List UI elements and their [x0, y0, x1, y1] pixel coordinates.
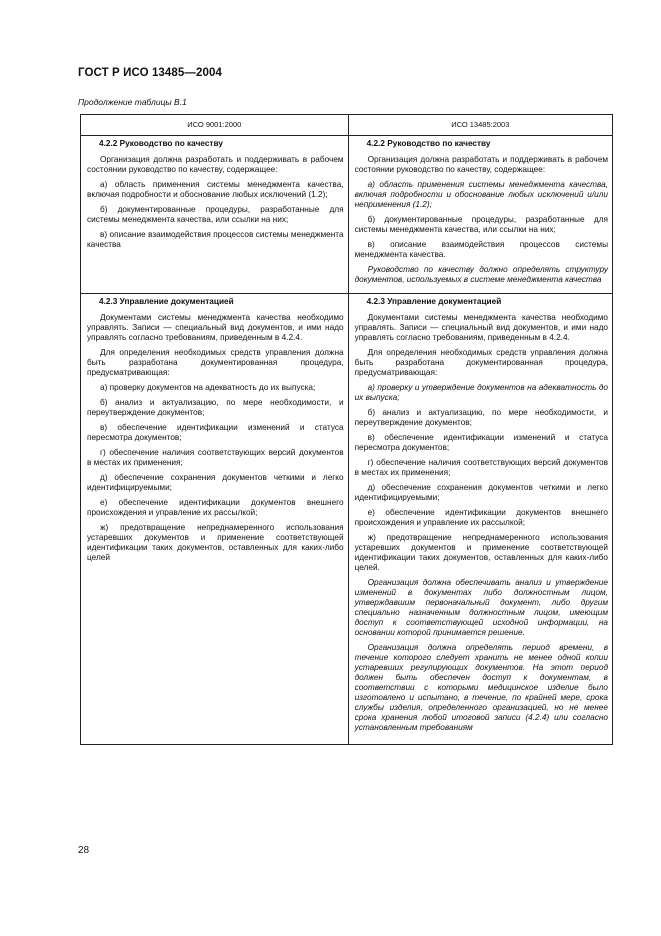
paragraph: Организация должна разработать и поддерживать в рабочем состоянии руководство по качеству, содержащее: — [87, 155, 344, 174]
section-cell-left — [81, 136, 349, 294]
section-cell-left — [81, 294, 349, 745]
section-title: 4.2.2 Руководство по качеству — [99, 139, 223, 148]
section-row-document-control — [81, 294, 613, 745]
paragraph: б) документированные процедуры, разработанные для системы менеджмента качества, или ссылки на них; — [354, 215, 608, 234]
column-header-iso13485: ИСО 13485:2003 — [348, 115, 612, 136]
paragraph: д) обеспечение сохранения документов четкими и легко идентифицируемыми; — [87, 473, 344, 492]
paragraph: Для определения необходимых средств управления должна быть разработана документированная процедура, предусматривающая: — [87, 348, 344, 377]
section-title: 4.2.3 Управление документацией — [99, 297, 234, 306]
paragraph: б) анализ и актуализацию, по мере необходимости, и переутверждение документов; — [354, 408, 608, 427]
section-title: 4.2.2 Руководство по качеству — [366, 139, 491, 148]
paragraph: Организация должна определять период времени, в течение которого следует хранить не менее одной копии устаревших регулирующих документов. На этот период должен быть обеспечен доступ к документам, в соответствии с которыми медицинское изделие было изготовлено и испытано, в течение, по крайней мере, срока службы изделия, определенного организацией, но не менее срока хранения любой итоговой записи (4.2.4) или согласно установленным требованиям — [354, 643, 608, 732]
paragraph: Организация должна обеспечивать анализ и утверждение изменений в документах либо должностным лицом, утверждавшим первоначальный документ, либо другим специально назначенным должностным лицом, имеющим доступ к соответствующей исходной информации, на основании которой принимается решение. — [354, 578, 608, 637]
paragraph-list — [355, 313, 608, 733]
paragraph: е) обеспечение идентификации документов внешнего происхождения и управление их рассылкой; — [87, 498, 344, 517]
paragraph: в) описание взаимодействия процессов системы менеджмента качества. — [354, 240, 608, 259]
paragraph: д) обеспечение сохранения документов четкими и легко идентифицируемыми; — [354, 483, 608, 502]
paragraph-list — [355, 155, 608, 285]
paragraph: в) обеспечение идентификации изменений и статуса пересмотра документов; — [354, 433, 608, 452]
paragraph: г) обеспечение наличия соответствующих версий документов в местах их применения; — [354, 458, 608, 477]
table-caption: Продолжение таблицы В.1 — [78, 97, 187, 107]
section-cell-right — [348, 136, 612, 294]
paragraph: Организация должна разработать и поддерживать в рабочем состоянии руководство по качеству, содержащее: — [354, 155, 608, 174]
paragraph: г) обеспечение наличия соответствующих версий документов в местах их применения; — [87, 448, 344, 467]
paragraph: ж) предотвращение непреднамеренного использования устаревших документов и применение соответствующей идентификации таких документов, оставленных для каких-либо целей — [87, 523, 344, 562]
section-cell-right — [348, 294, 612, 745]
paragraph: а) область применения системы менеджмента качества, включая подробности и обоснование любых исключений и/или неприменения (1.2); — [354, 180, 608, 209]
paragraph: Для определения необходимых средств управления должна быть разработана документированная процедура, предусматривающая: — [354, 348, 608, 377]
comparison-table — [80, 114, 613, 745]
paragraph-list — [87, 155, 344, 250]
column-header-iso9001: ИСО 9001:2000 — [81, 115, 349, 136]
section-row-quality-manual — [81, 136, 613, 294]
paragraph: б) анализ и актуализацию, по мере необходимости, и переутверждение документов; — [87, 398, 344, 417]
paragraph: а) проверку документов на адекватность до их выпуска; — [100, 383, 316, 392]
paragraph-list — [87, 313, 344, 563]
table-header-row — [81, 115, 613, 136]
paragraph: в) описание взаимодействия процессов системы менеджмента качества — [87, 230, 344, 249]
document-header: ГОСТ Р ИСО 13485—2004 — [78, 67, 223, 79]
paragraph: Руководство по качеству должно определять структуру документов, используемых в системе менеджмента качества — [354, 265, 608, 284]
paragraph: Документами системы менеджмента качества необходимо управлять. Записи — специальный вид документов, и ими надо управлять согласно требованиям, приведенным в 4.2.4. — [354, 313, 608, 342]
section-title: 4.2.3 Управление документацией — [366, 297, 502, 306]
paragraph: ж) предотвращение непреднамеренного использования устаревших документов и применение соответствующей идентификации таких документов, оставленных для каких-либо целей. — [354, 533, 608, 572]
paragraph: а) проверку и утверждение документов на адекватность до их выпуска; — [354, 383, 608, 402]
paragraph: Документами системы менеджмента качества необходимо управлять. Записи — специальный вид документов, и ими надо управлять согласно требованиям, приведенным в 4.2.4. — [87, 313, 344, 342]
paragraph: б) документированные процедуры, разработанные для системы менеджмента качества, или ссылки на них; — [87, 205, 344, 224]
paragraph: в) обеспечение идентификации изменений и статуса пересмотра документов; — [87, 423, 344, 442]
paragraph: е) обеспечение идентификации документов внешнего происхождения и управление их рассылкой; — [354, 508, 608, 527]
paragraph: а) область применения системы менеджмента качества, включая подробности и обоснование любых исключений (1.2); — [87, 180, 344, 199]
page-number: 28 — [78, 845, 90, 856]
